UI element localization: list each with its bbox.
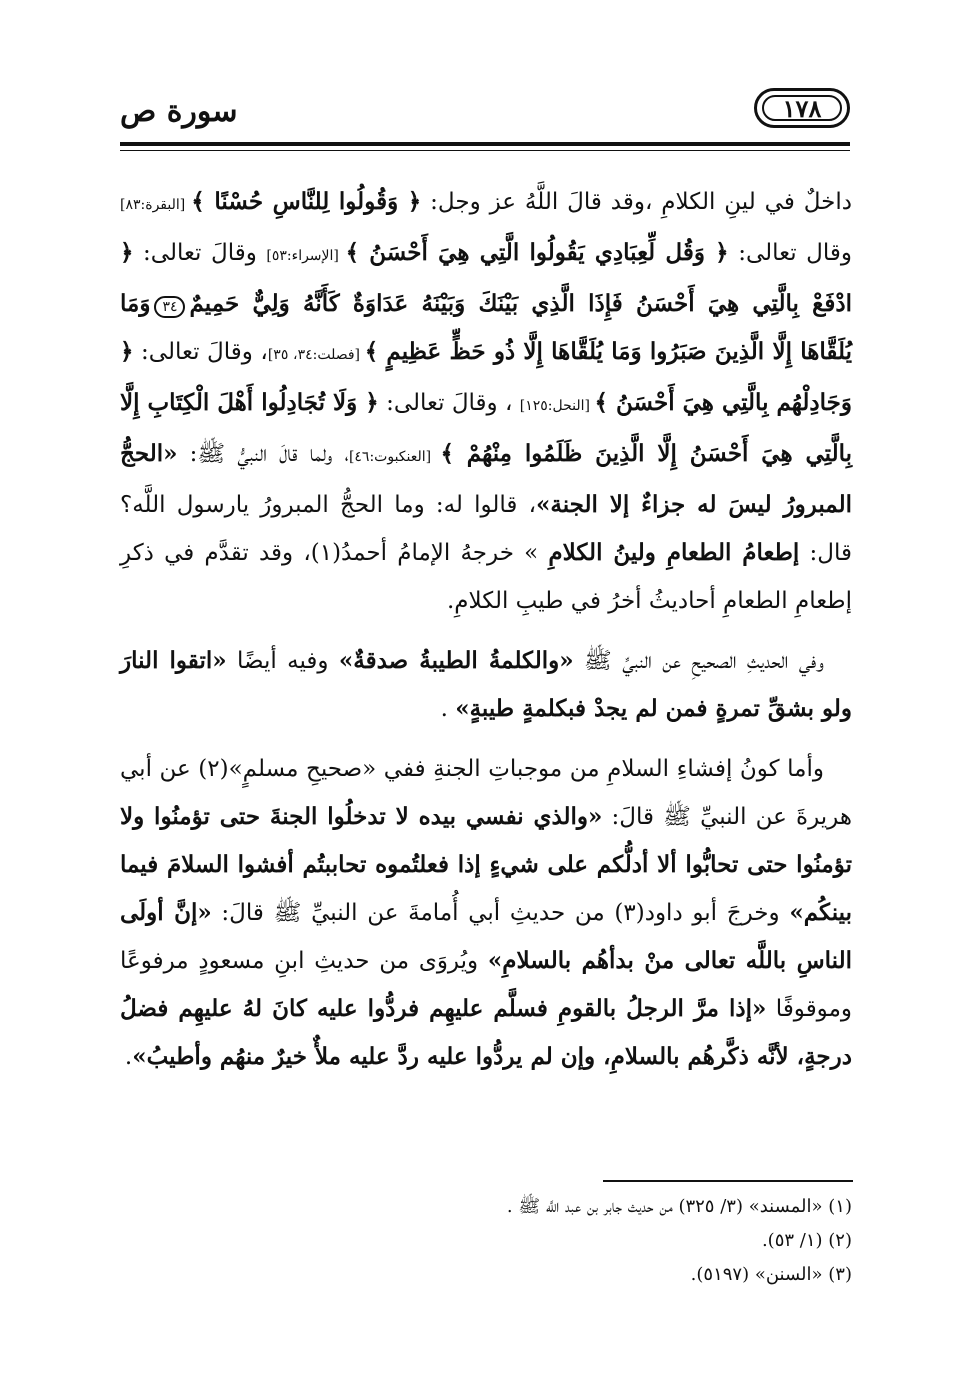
text-run: . xyxy=(124,1044,133,1070)
citation: [النحل:١٢٥] xyxy=(519,398,595,414)
text-run: وخرجَ أبو داود(٣) من حديثِ أبي أُمامةَ عن النبيِّ ﷺ قالَ: xyxy=(211,900,790,926)
text-run: وقالَ تعالى: xyxy=(133,240,267,266)
citation: [البقرة:٨٣] xyxy=(120,197,192,213)
footnotes xyxy=(120,1190,852,1292)
quote-text: ﴿ وَجَادِلْهُم بِالَّتِي هِيَ أَحْسَنُ ﴾ xyxy=(120,338,852,416)
text-run: وفي الحديثِ الصحيحِ عن النبيِّ ﷺ xyxy=(573,648,824,674)
text-run: » خرجهُ الإمامُ أحمدُ(١)، وقد تقدَّم في ذكرِ إطعامِ الطعامِ أحاديثُ أخرُ في طيبِ الكلامِ. xyxy=(120,540,852,614)
text-run: وفيه أيضًا xyxy=(226,648,339,674)
quote-text: «والذي نفسي بيده لا تدخلُوا الجنةَ حتى تؤمنُوا ولا تؤمنُوا حتى تحابُّوا ألا أدلُّكم على شيءٍ إذا فعلتُموه تحاببتُم أفشوا السلامَ فيما بينكُم» xyxy=(120,803,852,926)
text-run: وأما كونُ إفشاءِ السلامِ من موجباتِ الجنةِ ففي «صحيحِ مسلمٍ»(٢) عن أبي هريرةَ عن النبيِّ ﷺ قالَ: xyxy=(120,756,852,830)
quote-text: ﴿ وَلَا تُجَادِلُوا أَهْلَ الْكِتَابِ إِلَّا بِالَّتِي هِيَ أَحْسَنُ إِلَّا الَّذِينَ ظَلَمُوا مِنْهُمْ ﴾ xyxy=(120,389,852,467)
page-header xyxy=(120,88,850,138)
footnote-separator xyxy=(603,1180,853,1182)
quote-text: ﴿ وَقُولُوا لِلنَّاسِ حُسْنًا ﴾ xyxy=(191,188,422,215)
text-run: داخلٌ في لينِ الكلامِ ،وقد قالَ اللَّهُ عز وجل: xyxy=(421,189,852,215)
quote-text: «اتقوا النارَ ولو بشقِّ تمرةٍ فمن لم يجدْ فبكلمةٍ طيبةٍ» xyxy=(120,647,852,722)
body-text xyxy=(120,178,852,1081)
ayah-number: ٣٤ xyxy=(154,296,185,318)
footnote-1: (١) «المسند» (٣/ ٣٢٥) من حديث جابر بن عبد اللَّه ﷺ . xyxy=(506,1196,852,1217)
quote-text: «إنَّ أولَى الناسِ باللَّه تعالى منْ بدأهُم بالسلامِ» xyxy=(120,899,852,974)
text-run: ، وقالَ تعالى: xyxy=(378,390,520,416)
quote-text: ﴿ وَقُل لِّعِبَادِي يَقُولُوا الَّتِي هِيَ أَحْسَنُ ﴾ xyxy=(345,239,729,266)
header-rule-thin xyxy=(120,150,850,151)
paragraph xyxy=(120,745,852,1081)
page-number: ١٧٨ xyxy=(762,95,842,121)
citation: [فصلت:٣٤، ٣٥] xyxy=(267,347,365,363)
footnote-2: (٢) (١/ ٥٣). xyxy=(761,1230,852,1251)
text-run: ، ولما قالَ النبيُّ ﷺ: xyxy=(177,441,349,467)
quote-text: «والكلمةُ الطيبةُ صدقةٌ» xyxy=(338,647,574,674)
text-run: ، قالوا له: وما الحجُّ المبرورُ يارسول اللَّه؟ قال: xyxy=(120,492,852,566)
quote-text: إطعامُ الطعامِ ولينُ الكلامِ xyxy=(548,539,800,566)
text-run: . xyxy=(440,696,456,722)
citation: [الإسراء:٥٣] xyxy=(266,248,346,264)
page-number-badge xyxy=(754,88,850,128)
paragraph xyxy=(120,178,852,625)
quote-text: وَمَا يُلَقَّاهَا إِلَّا الَّذِينَ صَبَرُوا وَمَا يُلَقَّاهَا إِلَّا ذُو حَظٍّ عَظِيمٍ ﴾ xyxy=(120,290,853,365)
header-rule-thick xyxy=(120,142,850,146)
quote-text: ﴿ ادْفَعْ بِالَّتِي هِيَ أَحْسَنُ فَإِذَا الَّذِي بَيْنَكَ وَبَيْنَهُ عَدَاوَةٌ كَأَنَّهُ وَلِيٌّ حَمِيمٌ xyxy=(120,239,852,317)
text-run: ويُروَى من حديثِ ابنِ مسعودٍ مرفوعًا وموقوفًا xyxy=(120,948,852,1022)
quote-text: «الحجُّ المبرورُ ليسَ له جزاءٌ إلا الجنة» xyxy=(120,440,853,518)
surah-title: سورة ص xyxy=(120,94,238,129)
footnote-3: (٣) «السنن» (٥١٩٧). xyxy=(690,1264,852,1285)
paragraph xyxy=(120,637,852,733)
text-run: ، وقالَ تعالى: xyxy=(133,339,268,365)
citation: [العنكبوت:٤٦] xyxy=(348,449,441,465)
text-run: وقال تعالى: xyxy=(728,240,852,266)
quote-text: «إذا مرَّ الرجلُ بالقومِ فسلَّم عليهِم فردُّوا عليه كانَ لهُ عليهِم فضلُ درجةٍ، لأنَّه ذكَّرهُم بالسلامِ، وإن لم يردُّوا عليه ردَّ عليه ملأٌ خيرٌ منهُم وأطيبُ» xyxy=(120,995,852,1070)
